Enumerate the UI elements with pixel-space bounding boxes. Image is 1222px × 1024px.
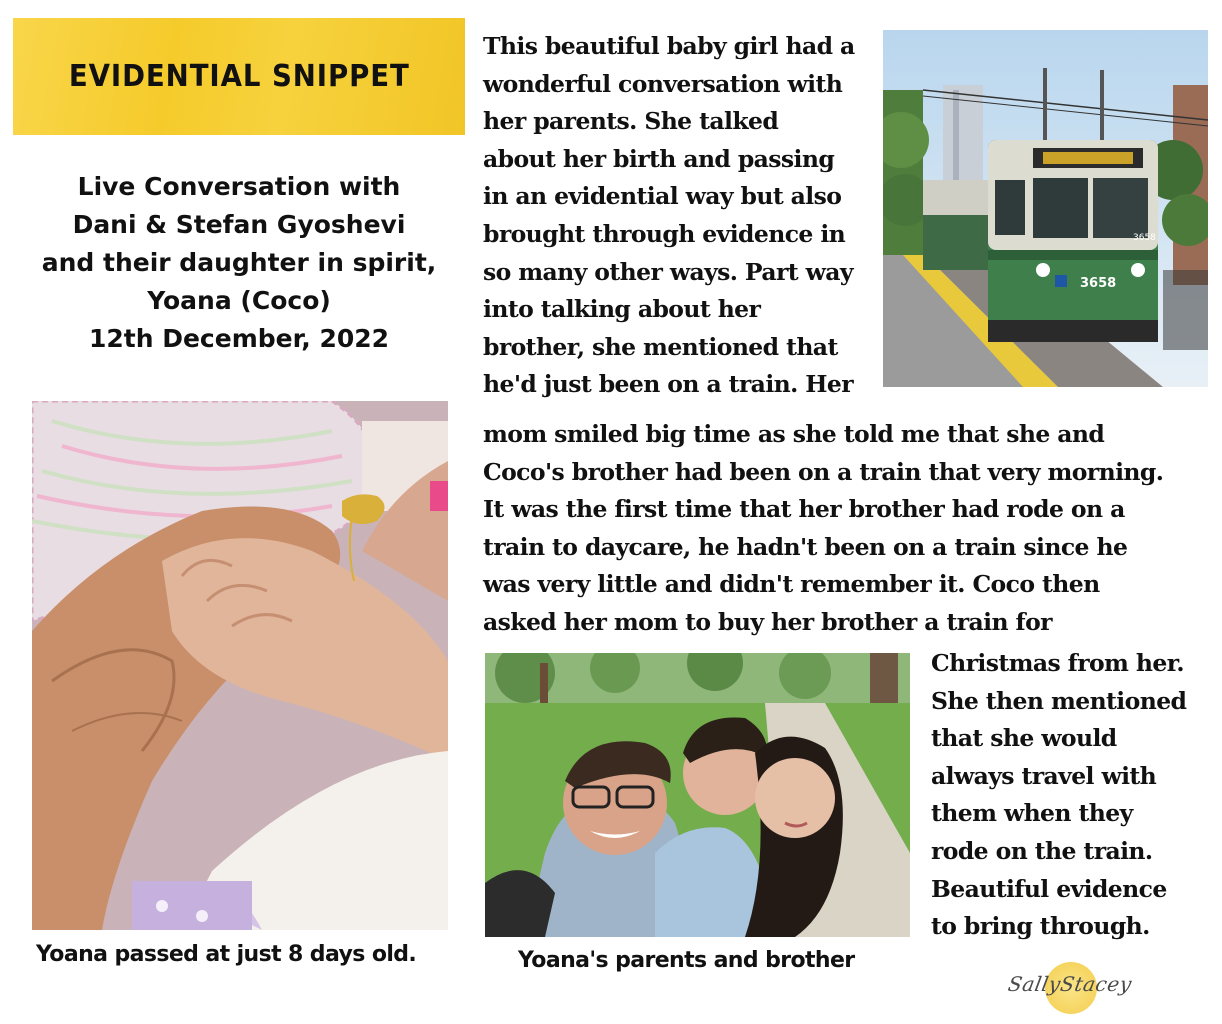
story-line: Christmas from her. [931,649,1184,677]
story-line: asked her mom to buy her brother a train for [483,607,1052,636]
story-paragraph-2 [483,416,1213,642]
story-line: about her birth and passing [483,144,835,173]
story-line: mom smiled big time as she told me that she and [483,420,1105,448]
story-line: wonderful conversation with [483,69,843,98]
intro-line: and their daughter in spirit, [41,248,437,277]
story-line: Coco's brother had been on a train that very morning. [483,457,1164,486]
story-line: he'd just been on a train. Her [483,370,854,399]
story-line: This beautiful baby girl had a [483,32,855,60]
family-photo [485,653,910,937]
story-line: It was the first time that her brother had rode on a [483,495,1125,524]
intro-line: Yoana (Coco) [147,286,331,315]
story-paragraph-1 [483,28,878,404]
story-line: so many other ways. Part way [483,257,853,286]
banner-title: EVIDENTIAL SNIPPET [68,59,410,94]
train-car-number-small: 3658 [1133,233,1156,243]
intro-heading [18,168,460,358]
intro-line: Live Conversation with [77,172,401,201]
story-line: train to daycare, he hadn't been on a train since he [483,532,1128,561]
train-car-number: 3658 [1080,276,1117,291]
story-line: Beautiful evidence [931,874,1167,903]
story-paragraph-3 [931,645,1216,946]
story-line: her parents. She talked [483,107,779,136]
story-line: to bring through. [931,912,1150,941]
story-line: rode on the train. [931,836,1153,865]
story-line: brought through evidence in [483,219,846,248]
story-line: in an evidential way but also [483,182,842,211]
story-line: them when they [931,799,1133,828]
train-photo [883,30,1208,387]
story-line: always travel with [931,761,1157,790]
baby-hand-photo [32,401,448,930]
title-banner [13,18,465,135]
story-line: into talking about her [483,295,761,324]
intro-line: Dani & Stefan Gyoshevi [72,210,406,239]
story-line: brother, she mentioned that [483,332,838,361]
story-line: that she would [931,724,1117,753]
baby-photo-caption: Yoana passed at just 8 days old. [36,942,417,967]
family-photo-caption: Yoana's parents and brother [518,948,855,973]
intro-line: 12th December, 2022 [88,324,390,353]
signature-logo [1005,960,1135,1018]
story-line: was very little and didn't remember it. Coco then [483,570,1100,599]
story-line: She then mentioned [931,686,1187,715]
signature-text: SallyStacey [1006,972,1134,996]
